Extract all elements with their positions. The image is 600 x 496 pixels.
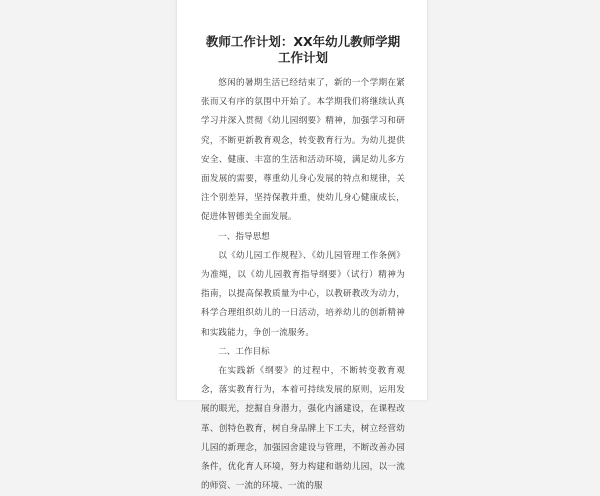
section-body-guiding-ideology: 以《幼儿园工作规程》、《幼儿园管理工作条例》为准绳，以《幼儿园教育指导纲要》（试行）精神为指南，以提高保教质量为中心，以教研教改为动力，科学合理组织幼儿的一日活动，培养幼儿的创新精神和实践能力，争创一流服务。 <box>201 250 405 338</box>
section-heading-guiding-ideology: 一、指导思想 <box>218 231 270 242</box>
intro-paragraph: 悠闲的暑期生活已经结束了，新的一个学期在紧张而又有序的氛围中开始了。本学期我们将继续认真学习并深入贯彻《幼儿园纲要》精神，加强学习和研究，不断更新教育观念，转变教育行为。为幼儿提供安全、健康、丰富的生活和活动环境，满足幼儿多方面发展的需要，尊重幼儿身心发展的特点和规律，关注个别差异，坚持保教并重，使幼儿身心健康成长，促进体智德美全面发展。 <box>201 78 405 223</box>
section-body-work-goals: 在实践新《纲要》的过程中，不断转变教育观念，落实教育行为，本着可持续发展的原则，运用发展的眼光，挖掘自身潜力，强化内涵建设，在课程改革、创特色教育，树自身品牌上下工夫，树立经营幼儿园的新理念，加强园舍建设与管理，不断改善办园条件，优化育人环境，努力构建和谐幼儿园，以一流的师资、一流的环境、一流的服 <box>201 366 405 492</box>
section-heading-work-goals: 二、工作目标 <box>218 346 270 357</box>
document-title: 教师工作计划：XX年幼儿教师学期工作计划 <box>205 34 401 65</box>
document-content <box>201 34 405 496</box>
document-page <box>176 0 428 492</box>
